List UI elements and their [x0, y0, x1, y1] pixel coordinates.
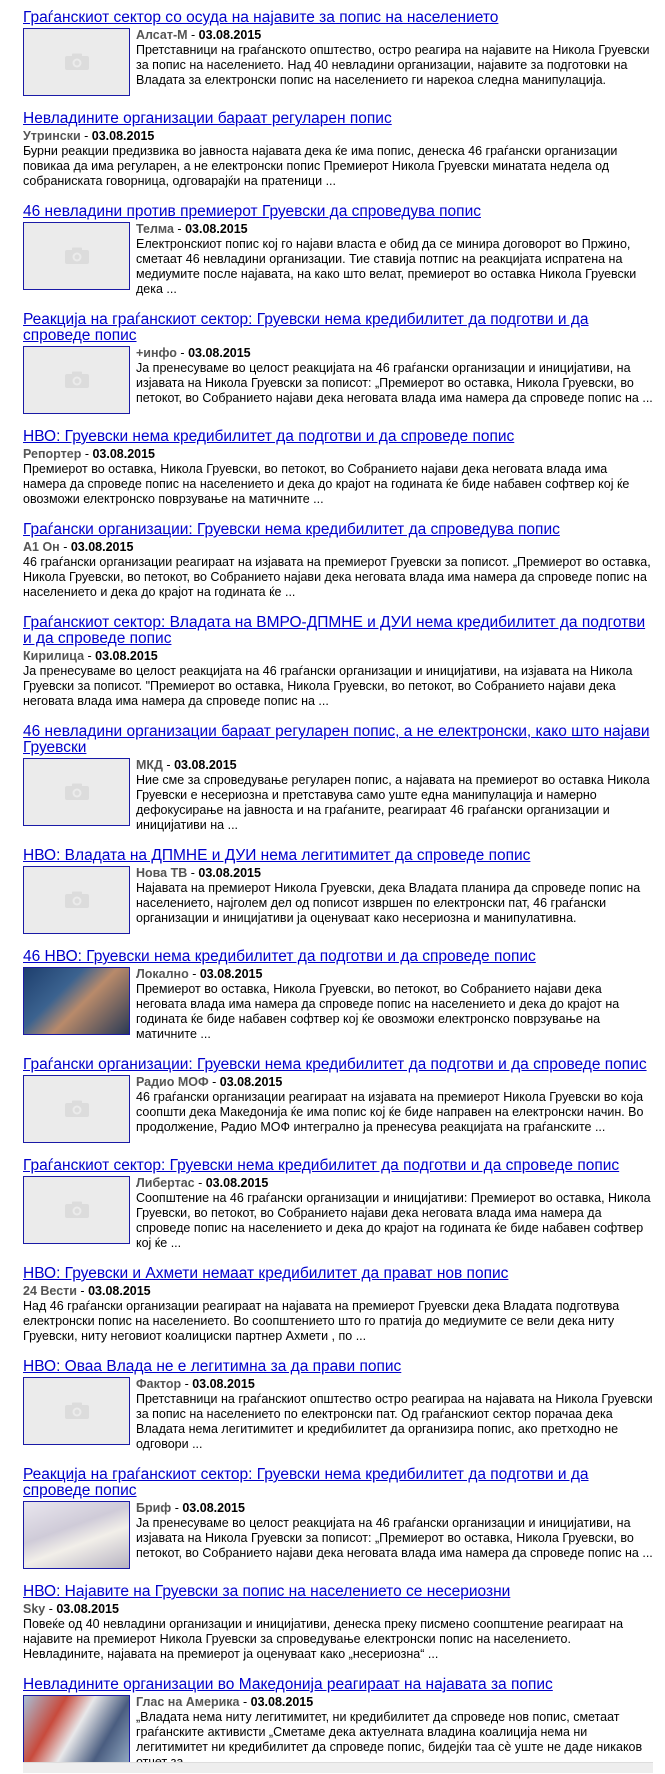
- news-date: 03.08.2015: [174, 758, 237, 772]
- news-item: [23, 1584, 653, 1662]
- news-title-link[interactable]: Граѓанскиот сектор со осуда на најавите за попис на населението: [23, 9, 499, 26]
- news-source: Фактор: [136, 1377, 182, 1391]
- meta-separator: -: [59, 540, 71, 554]
- news-snippet: Премиерот во оставка, Никола Груевски, во петокот, во Собранието најави дека неговата влада има намера да спроведе попис на населението и дека до крајот на годината ќе биде набавен софтвер кој ќе овозможи електронско поврзување на матичните ...: [23, 462, 630, 506]
- news-title-link[interactable]: Реакција на граѓанскиот сектор: Груевски нема кредибилитет да подготви и да спроведе попис: [23, 1466, 589, 1499]
- news-item: [23, 1158, 653, 1251]
- news-snippet: Електронскиот попис кој го најави власта е обид да се минира договорот во Пржино, сметаат 46 невладини организации. Тие ставија потпис на реакцијата испратена на медиумите после најавата, на како што велат, премиерот во оставка Никола Груевски дека ...: [136, 237, 637, 296]
- thumbnail-image[interactable]: [23, 967, 130, 1035]
- news-source: Глас на Америка: [136, 1695, 240, 1709]
- thumbnail-placeholder[interactable]: [23, 1377, 130, 1445]
- news-title-link[interactable]: НВО: Владата на ДПМНЕ и ДУИ нема легитимитет да спроведе попис: [23, 847, 531, 864]
- news-title-link[interactable]: Граѓански организации: Груевски нема кредибилитет да подготви и да спроведе попис: [23, 1056, 647, 1073]
- thumbnail-placeholder[interactable]: [23, 222, 130, 290]
- meta-separator: -: [162, 758, 175, 772]
- news-source: Кирилица: [23, 649, 85, 663]
- news-source: 24 Вести: [23, 1284, 77, 1298]
- meta-separator: -: [187, 866, 199, 880]
- news-item: [23, 724, 653, 833]
- meta-separator: -: [208, 1075, 220, 1089]
- news-item: [23, 10, 653, 96]
- meta-separator: -: [239, 1695, 251, 1709]
- news-item: [23, 1266, 653, 1344]
- news-title-link[interactable]: 46 невладини против премиерот Груевски да спроведува попис: [23, 203, 481, 220]
- news-source: Радио МОФ: [136, 1075, 209, 1089]
- thumbnail-image[interactable]: [23, 1501, 130, 1569]
- news-item: [23, 111, 653, 189]
- news-title-link[interactable]: НВО: Најавите на Груевски за попис на населението се несериозни: [23, 1583, 511, 1600]
- news-source: Телма: [136, 222, 174, 236]
- meta-separator: -: [187, 28, 199, 42]
- news-source: +инфо: [136, 346, 177, 360]
- news-item: [23, 429, 653, 507]
- news-date: 03.08.2015: [70, 540, 134, 554]
- meta-separator: -: [173, 222, 186, 236]
- news-item: [23, 522, 653, 600]
- news-title-link[interactable]: Невладините организации во Македонија реагираат на најавата за попис: [23, 1676, 553, 1693]
- news-date: 03.08.2015: [219, 1075, 283, 1089]
- camera-icon: [64, 1100, 90, 1118]
- news-item: [23, 1057, 653, 1143]
- news-title-link[interactable]: Граѓанскиот сектор: Груевски нема кредибилитет да подготви и да спроведе попис: [23, 1157, 620, 1174]
- news-source: Нова ТВ: [136, 866, 188, 880]
- meta-separator: -: [171, 1501, 183, 1515]
- news-date: 03.08.2015: [182, 1501, 245, 1515]
- camera-icon: [64, 1201, 90, 1219]
- news-source: МКД: [136, 758, 163, 772]
- news-snippet: Соопштение на 46 граѓански организации и иницијативи: Премиерот во оставка, Никола Груевски, во петокот, во Собранието најави дека неговата влада има намера да спроведе попис на населението и дека до крајот на годината ќе биде набавен софтвер кој ќе ...: [136, 1191, 651, 1250]
- news-snippet: 46 граѓански организации реагираат на изјавата на премиерот Никола Груевски во која соопшти дека Македонија ќе има попис кој ќе биде направен на електронски начин. Во продолжение, Радио МОФ интегрално ја пренесува реакцијата на граѓанските ...: [136, 1090, 644, 1134]
- camera-icon: [64, 1402, 90, 1420]
- footer-bar: [23, 1762, 653, 1773]
- news-date: 03.08.2015: [185, 222, 248, 236]
- news-date: 03.08.2015: [95, 649, 158, 663]
- news-date: 03.08.2015: [56, 1602, 119, 1616]
- news-title-link[interactable]: Граѓански организации: Груевски нема кредибилитет да спроведува попис: [23, 521, 560, 538]
- news-source: Бриф: [136, 1501, 172, 1515]
- meta-separator: -: [181, 1377, 193, 1391]
- news-snippet: „Владата нема ниту легитимитет, ни кредибилитет да спроведе нов попис, сметаат граѓанските активисти „Сметаме дека актуелната владина коалиција нема ни легитимитет ни кредибилитет да спроведе попис, бидејќи таа сѐ уште не даде никаков: [136, 1710, 643, 1754]
- news-item: [23, 204, 653, 297]
- camera-icon: [64, 371, 90, 389]
- news-source: Либертас: [136, 1176, 195, 1190]
- news-title-link[interactable]: Невладините организации бараат регуларен попис: [23, 110, 392, 127]
- news-snippet: Ние сме за спроведување регуларен попис, а најавата на премиерот во оставка Никола Груевски е несериозна и претставува само уште една манипулација и намерно дефокусирање на јавноста и на граѓаните, реагираат 46 граѓански организации и иницијативи на ...: [136, 773, 650, 832]
- news-snippet: Над 46 граѓански организации реагираат на најавата на премиерот Груевски дека Владата подготвува електронски попис на населението. Во соопштението што го пратија до медиумите се вели дека ниту Груевски, ниту неговиот коалициски партнер Ахмети , по ...: [23, 1299, 620, 1343]
- news-item: [23, 848, 653, 934]
- news-title-link[interactable]: НВО: Оваа Влада не е легитимна за да прави попис: [23, 1358, 402, 1375]
- meta-separator: -: [194, 1176, 206, 1190]
- news-snippet: Премиерот во оставка, Никола Груевски, во петокот, во Собранието најави дека неговата влада има намера да спроведе попис на населението и дека до крајот на годината ќе биде набавен софтвер кој ќе овозможи електронско поврзување на матичните ...: [136, 982, 620, 1041]
- news-item: [23, 312, 653, 414]
- news-snippet: Повеќе од 40 невладини организации и иницијативи, денеска преку писмено соопштение реагираат на најавите на премиерот Никола Груевски за спроведување електронски попис на населението. Невладините, најавата на премиерот ја оценуваат како „несериозна“ ...: [23, 1617, 624, 1661]
- news-date: 03.08.2015: [198, 28, 262, 42]
- news-date: 03.08.2015: [198, 866, 261, 880]
- news-date: 03.08.2015: [91, 129, 155, 143]
- meta-separator: -: [45, 1602, 57, 1616]
- thumbnail-placeholder[interactable]: [23, 346, 130, 414]
- thumbnail-placeholder[interactable]: [23, 866, 130, 934]
- news-item: [23, 1677, 653, 1770]
- news-source: Sky: [23, 1602, 46, 1616]
- news-source: Репортер: [23, 447, 82, 461]
- news-date: 03.08.2015: [192, 1377, 255, 1391]
- news-title-link[interactable]: Реакција на граѓанскиот сектор: Груевски нема кредибилитет да подготви и да спроведе попис: [23, 311, 589, 344]
- news-snippet: Претставници на граѓанското општество, остро реагира на најавите на Никола Груевски за попис на населението. Над 40 невладини организации, најавите за подготовки на Владата за електронски попис на населението ги нарекоа следна манипулација.: [136, 43, 650, 87]
- news-snippet: 46 граѓански организации реагираат на изјавата на премиерот Груевски за пописот. „Премиерот во оставка, Никола Груевски, во петокот, во Собранието најави дека неговата влада има намера да спроведе попис на населението и дека до крајот на годината ќе ...: [23, 555, 651, 599]
- meta-separator: -: [176, 346, 189, 360]
- meta-separator: -: [188, 967, 200, 981]
- news-date: 03.08.2015: [88, 1284, 151, 1298]
- news-item: [23, 615, 653, 709]
- meta-separator: -: [84, 649, 96, 663]
- news-snippet: Претставници на граѓанскиот општество остро реагираа на најавата на Никола Груевски за попис на населението по електронски пат. Од граѓанскиот сектор порачаа дека Владата нема легитимитет и кредибилитет да организира попис, ако претходно не одговори ...: [136, 1392, 653, 1451]
- news-title-link[interactable]: 46 НВО: Груевски нема кредибилитет да подготви и да спроведе попис: [23, 948, 536, 965]
- news-date: 03.08.2015: [199, 967, 263, 981]
- news-title-link[interactable]: НВО: Груевски и Ахмети немаат кредибилитет да прават нов попис: [23, 1265, 509, 1282]
- thumbnail-placeholder[interactable]: [23, 1176, 130, 1244]
- news-source: Утрински: [23, 129, 81, 143]
- news-source: А1 Он: [23, 540, 60, 554]
- news-date: 03.08.2015: [92, 447, 156, 461]
- thumbnail-image[interactable]: [23, 1695, 130, 1763]
- meta-separator: -: [81, 447, 93, 461]
- news-item: [23, 1467, 653, 1569]
- thumbnail-placeholder[interactable]: [23, 1075, 130, 1143]
- news-snippet: Ја пренесуваме во целост реакцијата на 46 граѓански организации и иницијативи, на изјавата на Никола Груевски за пописот: „Премиерот во оставка, Никола Груевски, во петокот, во Собранието најави дека неговата влада има намера да спроведе попис на ...: [136, 1516, 653, 1560]
- camera-icon: [64, 247, 90, 265]
- news-snippet: Ја пренесуваме во целост реакцијата на 46 граѓански организации и иницијативи, на изјавата на Никола Груевски за пописот: „Премиерот во оставка, Никола Груевски, во петокот, во Собранието најави дека неговата влада има намера да спроведе попис на ...: [136, 361, 653, 405]
- camera-icon: [64, 891, 90, 909]
- news-snippet: Најавата на премиерот Никола Груевски, дека Владата планира да спроведе попис на населението, најголем дел од пописот извршен по електронски пат, 46 граѓански организации и иницијативи ја оценуваат како несериозна и манипулативна.: [136, 881, 641, 925]
- news-title-link[interactable]: Граѓанскиот сектор: Владата на ВМРО-ДПМНЕ и ДУИ нема кредибилитет да подготви и да спроведе попис: [23, 614, 646, 647]
- meta-separator: -: [80, 129, 92, 143]
- news-item: [23, 949, 653, 1042]
- news-date: 03.08.2015: [250, 1695, 314, 1709]
- news-source: Локално: [136, 967, 189, 981]
- news-snippet: Бурни реакции предизвика во јавноста најавата дека ќе има попис, денеска 46 граѓански организации повикаа да има регуларен, а не електронски попис Премиерот Никола Груевски минатата недела од собраниската говорница, одговарајќи на пратеници ...: [23, 144, 618, 188]
- thumbnail-placeholder[interactable]: [23, 758, 130, 826]
- news-title-link[interactable]: НВО: Груевски нема кредибилитет да подготви и да спроведе попис: [23, 428, 515, 445]
- news-date: 03.08.2015: [188, 346, 251, 360]
- news-title-link[interactable]: 46 невладини организации бараат регуларен попис, а не електронски, како што најави Груевски: [23, 723, 650, 756]
- camera-icon: [64, 53, 90, 71]
- news-date: 03.08.2015: [205, 1176, 269, 1190]
- news-snippet: Ја пренесуваме во целост реакцијата на 46 граѓански организации и иницијативи, на изјавата на Никола Груевски за пописот. "Премиерот во оставка, Никола Груевски, во петокот, во Собранието најави дека неговата влада има намера да спроведе попис на ...: [23, 664, 633, 708]
- news-item: [23, 1359, 653, 1452]
- camera-icon: [64, 783, 90, 801]
- thumbnail-placeholder[interactable]: [23, 28, 130, 96]
- meta-separator: -: [76, 1284, 89, 1298]
- news-source: Алсат-М: [136, 28, 188, 42]
